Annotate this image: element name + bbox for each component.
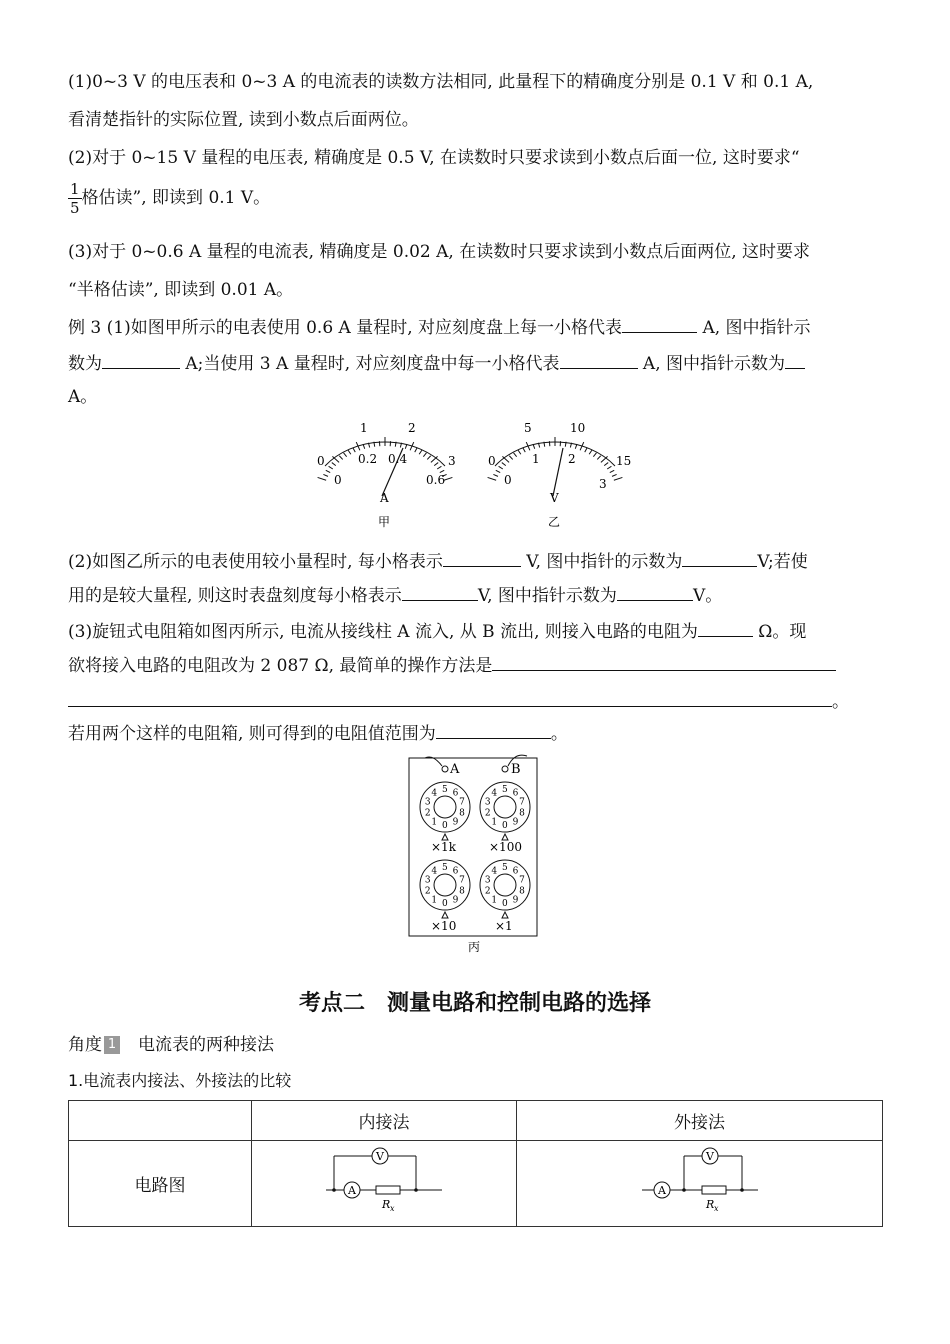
answer-blank[interactable] (68, 688, 832, 707)
comparison-table (68, 1100, 883, 1227)
dial-digit: 5 (442, 863, 448, 873)
dial-digit: 9 (512, 895, 519, 906)
dial-digit: 3 (424, 797, 431, 808)
table-header-cell: 外接法 (517, 1101, 883, 1141)
answer-blank[interactable] (682, 548, 757, 567)
svg-text:x: x (713, 1204, 719, 1213)
dial-tick (614, 477, 623, 480)
multiplier-label: ×100 (489, 840, 522, 854)
dial-digit: 4 (491, 788, 498, 799)
answer-blank[interactable] (698, 618, 753, 637)
example-line-6: (3)旋钮式电阻箱如图丙所示, 电流从接线柱 A 流入, 从 B 流出, 则接入电路的电阻为 Ω。现 (68, 618, 806, 644)
tick-label: 1 (360, 421, 368, 435)
dial-tick (326, 470, 330, 472)
dial-tick (604, 463, 608, 466)
internal-connection-circuit (252, 1141, 517, 1227)
dial-tick (514, 453, 517, 457)
para-3-line-1: (3)对于 0~0.6 A 量程的电流表, 精确度是 0.02 A, 在读数时只要求读到小数点后面两位, 这时要求 (68, 242, 811, 262)
dial-digit: 1 (431, 895, 438, 906)
answer-blank[interactable] (492, 652, 836, 671)
dial-digit: 4 (431, 866, 438, 877)
dial-digit: 4 (491, 866, 498, 877)
dial-tick (444, 477, 453, 480)
dial-tick (423, 453, 426, 457)
example-line-5: 用的是较大量程, 则这时表盘刻度每小格表示 V, 图中指针示数为 V。 (68, 582, 722, 608)
figure-caption-yi: 乙 (548, 515, 561, 529)
dial-tick (344, 453, 347, 457)
para-1-line-1: (1)0~3 V 的电压表和 0~3 A 的电流表的读数方法相同, 此量程下的精确度分别是 0.1 V 和 0.1 A, (68, 72, 814, 92)
dial-tick (597, 456, 600, 460)
dial-tick (434, 463, 438, 466)
dial-tick (339, 456, 342, 460)
dial-knob-center (494, 874, 516, 896)
example-line-1: 例 3 (1)如图甲所示的电表使用 0.6 A 量程时, 对应刻度盘上每一小格代表 A, 图中指针示 (68, 314, 811, 340)
answer-blank[interactable] (622, 314, 697, 333)
example-line-4: (2)如图乙所示的电表使用较小量程时, 每小格表示 V, 图中指针的示数为 V;若使 (68, 548, 808, 574)
ammeter-symbol: A (380, 491, 389, 505)
dial-tick (415, 448, 417, 452)
internal-circuit-diagram (324, 1146, 444, 1216)
dial-digit: 8 (519, 808, 525, 819)
angle-number-badge: 1 (104, 1036, 120, 1054)
dial-digit: 9 (452, 895, 459, 906)
dial-tick (518, 450, 521, 454)
tick-label: 0.6 (426, 473, 446, 487)
figure-caption-bing: 丙 (468, 940, 481, 954)
dial-pointer-mark (442, 912, 448, 918)
svg-text:V: V (705, 1150, 714, 1163)
svg-text:R: R (705, 1198, 714, 1211)
dial-tick (612, 474, 617, 476)
answer-blank[interactable] (617, 582, 693, 601)
dial-tick (427, 456, 430, 460)
dial-knob-center (434, 874, 456, 896)
tick-label: 10 (570, 421, 586, 435)
dial-tick (323, 474, 328, 476)
ammeter-dial (317, 421, 456, 529)
tick-label: 15 (616, 454, 632, 468)
dial-tick (348, 450, 351, 454)
answer-blank[interactable] (443, 548, 521, 567)
tick-label: 0 (488, 454, 496, 468)
dial-digit: 1 (491, 895, 498, 906)
voltmeter-dial (488, 421, 632, 529)
tick-label: 0 (334, 473, 342, 487)
tick-label: 1 (532, 452, 540, 466)
svg-text:A: A (657, 1184, 666, 1197)
dial-digit: 9 (512, 817, 519, 828)
answer-blank[interactable] (436, 720, 551, 739)
dial-tick (437, 466, 441, 469)
dial-digit: 0 (442, 899, 448, 909)
dial-digit: 6 (452, 788, 459, 799)
tick-label: 0 (504, 473, 512, 487)
tick-label: 5 (524, 421, 532, 435)
dial-knob-center (494, 796, 516, 818)
example-line-7: 欲将接入电路的电阻改为 2 087 Ω, 最简单的操作方法是 (68, 652, 836, 678)
terminal-a: A (450, 762, 460, 777)
dial-digit: 6 (512, 788, 519, 799)
table-header-cell: 内接法 (252, 1101, 517, 1141)
tick-label: 3 (448, 454, 456, 468)
external-connection-circuit (517, 1141, 883, 1227)
dial-tick (496, 470, 500, 472)
tick-label: 0.4 (388, 452, 408, 466)
dial-tick (332, 463, 336, 466)
dial-digit: 9 (452, 817, 459, 828)
multiplier-label: ×10 (431, 919, 457, 933)
dial-tick (488, 477, 497, 480)
para-3-line-2: “半格估读”, 即读到 0.01 A。 (68, 280, 294, 300)
dial-digit: 0 (502, 821, 508, 831)
example-line-3: A。 (68, 387, 98, 407)
dial-pointer-mark (502, 912, 508, 918)
tick-label: 2 (408, 421, 416, 435)
dial-digit: 2 (424, 886, 431, 897)
voltmeter-needle (553, 448, 563, 496)
external-circuit-diagram (640, 1146, 760, 1216)
answer-blank[interactable] (102, 350, 180, 369)
svg-text:x: x (390, 1204, 395, 1213)
example-line-9: 若用两个这样的电阻箱, 则可得到的电阻值范围为 。 (68, 720, 568, 746)
dial-tick (593, 453, 596, 457)
para-2-line-2: $\frac{1}{5}$ 格估读”, 即读到 0.1 V。 (70, 180, 271, 217)
dial-tick (585, 448, 587, 452)
dial-digit: 2 (424, 808, 431, 819)
dial-digit: 5 (442, 785, 448, 795)
tick-label: 2 (568, 452, 576, 466)
table-header-cell (69, 1101, 252, 1141)
svg-text:R: R (382, 1198, 391, 1211)
para-1-line-2: 看清楚指针的实际位置, 读到小数点后面两位。 (68, 110, 419, 130)
dial-knob-center (434, 796, 456, 818)
dial-digit: 8 (459, 886, 465, 897)
dial-digit: 1 (431, 817, 438, 828)
row-label-circuit: 电路图 (69, 1141, 252, 1227)
dial-tick (523, 448, 525, 452)
tick-label: 3 (599, 477, 607, 491)
svg-text:A: A (348, 1184, 356, 1197)
dial-digit: 3 (484, 797, 491, 808)
dial-tick (589, 450, 592, 454)
fraction: $\frac{1}{5}$ (70, 180, 80, 217)
multiplier-label: ×1 (495, 919, 513, 933)
answer-blank[interactable] (402, 582, 478, 601)
dial-digit: 7 (459, 797, 465, 808)
dial-tick (607, 466, 611, 469)
dial-tick (502, 463, 506, 466)
dial-tick (610, 470, 614, 472)
terminal-b: B (511, 762, 521, 777)
dial-digit: 3 (484, 875, 491, 886)
tick-label: 0 (317, 454, 325, 468)
dial-digit: 4 (431, 788, 438, 799)
angle-heading: 角度 1 电流表的两种接法 (68, 1035, 274, 1055)
example-line-8: 。 (68, 688, 849, 714)
dial-digit: 2 (484, 808, 491, 819)
dial-digit: 8 (459, 808, 465, 819)
dial-digit: 1 (491, 817, 498, 828)
section-heading: 考点二 测量电路和控制电路的选择 (298, 991, 651, 1016)
tick-label: 0.2 (358, 452, 378, 466)
dial-digit: 5 (502, 863, 508, 873)
dial-tick (509, 456, 512, 460)
dial-digit: 8 (519, 886, 525, 897)
dial-tick (329, 466, 333, 469)
resistor-box-figure (405, 752, 545, 957)
dial-digit: 5 (502, 785, 508, 795)
dial-digit: 6 (512, 866, 519, 877)
dial-tick (493, 474, 498, 476)
voltmeter-symbol: V (550, 491, 559, 505)
dial-digit: 3 (424, 875, 431, 886)
dial-digit: 7 (519, 875, 525, 886)
dial-tick (419, 450, 422, 454)
para-2-line-1: (2)对于 0~15 V 量程的电压表, 精确度是 0.5 V, 在读数时只要求读到小数点后面一位, 这时要求“ (68, 148, 800, 168)
meter-figures (310, 418, 640, 538)
dial-tick (353, 448, 355, 452)
multiplier-label: ×1k (431, 840, 456, 854)
dial-digit: 7 (459, 875, 465, 886)
dial-digit: 2 (484, 886, 491, 897)
figure-caption-jia: 甲 (378, 515, 391, 529)
item-heading: 1.电流表内接法、外接法的比较 (68, 1071, 292, 1090)
dial-digit: 6 (452, 866, 459, 877)
dial-digit: 7 (519, 797, 525, 808)
dial-digit: 0 (442, 821, 448, 831)
svg-text:V: V (376, 1150, 384, 1163)
example-line-2: 数为 A;当使用 3 A 量程时, 对应刻度盘中每一小格代表 A, 图中指针示数为 (68, 350, 805, 376)
dial-tick (499, 466, 503, 469)
dial-tick (318, 477, 327, 480)
answer-blank[interactable] (560, 350, 638, 369)
answer-blank[interactable] (785, 350, 805, 369)
dial-digit: 0 (502, 899, 508, 909)
